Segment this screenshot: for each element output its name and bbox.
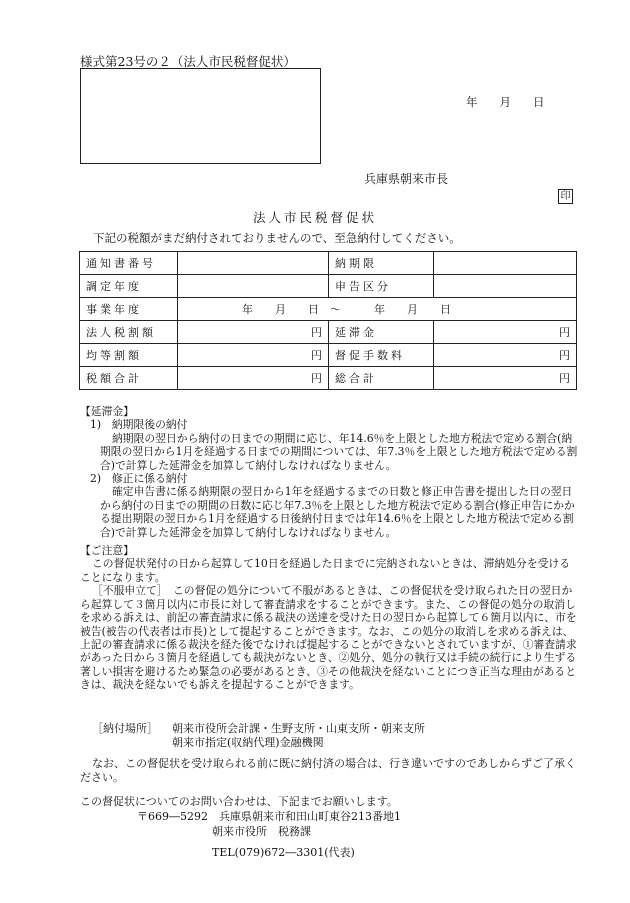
payment-place-label: ［納付場所］ <box>92 722 158 735</box>
seal-mark: 印 <box>558 189 573 204</box>
form-number: 様式第23号の２（法人市民税督促状） <box>80 54 296 69</box>
late-fee-heading: 【延滞金】 <box>80 405 134 418</box>
contact-intro: この督促状についてのお問い合わせは、下記までお願いします。 <box>80 795 398 808</box>
date-month-label: 月 <box>499 95 511 109</box>
per-capita-portion-label: 均等割額 <box>80 344 178 367</box>
intro-text: 下記の税額がまだ納付されておりませんので、至急納付してください。 <box>93 231 461 245</box>
page-title: 法人市民税督促状 <box>252 210 377 225</box>
notice-number-label: 通知書番号 <box>80 252 178 275</box>
business-period-value: 年 月 日 ～ 年 月 日 <box>178 298 577 321</box>
issuer-name: 兵庫県朝来市長 <box>364 172 449 186</box>
contact-phone: TEL(079)672―3301(代表) <box>212 846 355 859</box>
grand-total-yen: 円 <box>434 367 577 390</box>
table-row <box>80 344 577 367</box>
caution-paragraph-1: この督促状発付の日から起算して10日を経過した日までに完納されないときは、滞納処分を受けることになります。 <box>80 557 571 584</box>
table-row <box>80 367 577 390</box>
date-day-label: 日 <box>533 95 545 109</box>
corporate-tax-portion-yen: 円 <box>178 321 329 344</box>
demand-fee-yen: 円 <box>434 344 577 367</box>
caution-heading: 【ご注意】 <box>80 544 134 558</box>
already-paid-note: なお、この督促状を受け取られる前に既に納付済の場合は、行き違いですのであしからずご了承ください。 <box>80 757 576 784</box>
assessment-year-value <box>178 275 329 298</box>
table-row <box>80 298 577 321</box>
grand-total-label: 総合計 <box>329 367 434 390</box>
business-year-label: 事業年度 <box>80 298 178 321</box>
tax-total-label: 税額合計 <box>80 367 178 390</box>
late-fee-label: 延滞金 <box>329 321 434 344</box>
payment-place <box>92 722 425 750</box>
contact-office: 朝来市役所 税務課 <box>212 825 311 838</box>
demand-fee-label: 督促手数料 <box>329 344 434 367</box>
table-row <box>80 252 577 275</box>
late-fee-item2-title: 2) 修正に係る納付 <box>90 472 188 486</box>
address-box <box>80 68 321 164</box>
date-year-label: 年 <box>466 95 478 109</box>
notice-number-value <box>178 252 329 275</box>
late-fee-item2-body: 確定申告書に係る納期限の翌日から1年を経過するまでの日数と修正申告書を提出した日の翌日から納付の日までの期間の日数に応じ年7.3％を上限とした地方税法で定める割合(修正申告にかかる提出期限の翌日から1月を経過する日後納付日までは年14.6％を上限とした地方税法で定める割合)で計算した延滞金を加算して納付しなければなりません。 <box>100 485 575 539</box>
late-fee-yen: 円 <box>434 321 577 344</box>
late-fee-item1-title: 1) 納期限後の納付 <box>90 418 188 432</box>
tax-total-yen: 円 <box>178 367 329 390</box>
due-date-value <box>434 252 577 275</box>
payment-place-line1: 朝来市役所会計課・生野支所・山東支所・朝来支所 <box>172 722 425 735</box>
late-fee-item1-body: 納期限の翌日から納付の日までの期間に応じ、年14.6％を上限とした地方税法で定める割合(納期限の翌日から1月を経過する日までの期間については、年7.3％を上限とした地方税法で定める割合)で計算した延滞金を加算して納付しなければなりません。 <box>100 431 578 472</box>
payment-place-line2: 朝来市指定(収納代理)金融機関 <box>172 736 324 749</box>
return-category-label: 申告区分 <box>329 275 434 298</box>
table-row <box>80 275 577 298</box>
issue-date <box>466 94 545 110</box>
contact-address: 〒669―5292 兵庫県朝来市和田山町東谷213番地1 <box>137 810 401 823</box>
notes-body <box>80 405 580 692</box>
corporate-tax-portion-label: 法人税割額 <box>80 321 178 344</box>
assessment-year-label: 調定年度 <box>80 275 178 298</box>
per-capita-portion-yen: 円 <box>178 344 329 367</box>
table-row <box>80 321 577 344</box>
due-date-label: 納期限 <box>329 252 434 275</box>
caution-paragraph-2: ［不服申立て］ この督促の処分について不服があるときは、この督促状を受け取られた日の翌日から起算して３箇月以内に市長に対して審査請求をすることができます。また、この督促の処分の取消しを求める訴えは、前記の審査請求に係る裁決の送達を受けた日の翌日から起算して６箇月以内に、市を被告(被告の代表者は市長)として提起することができます。なお、この処分の取消しを求める訴えは、上記の審査請求に係る裁決を経た後でなければ提起することができないとされていますが、①審査請求があった日から３箇月を経過しても裁決がないとき、②処分、処分の執行又は手続の続行により生ずる著しい損害を避けるため緊急の必要があるとき、③その他裁決を経ないことにつき正当な理由があるときは、裁決を経ないでも訴えを提起することができます。 <box>80 584 577 692</box>
contact-info <box>80 794 401 860</box>
tax-details-table <box>79 251 577 390</box>
return-category-value <box>434 275 577 298</box>
